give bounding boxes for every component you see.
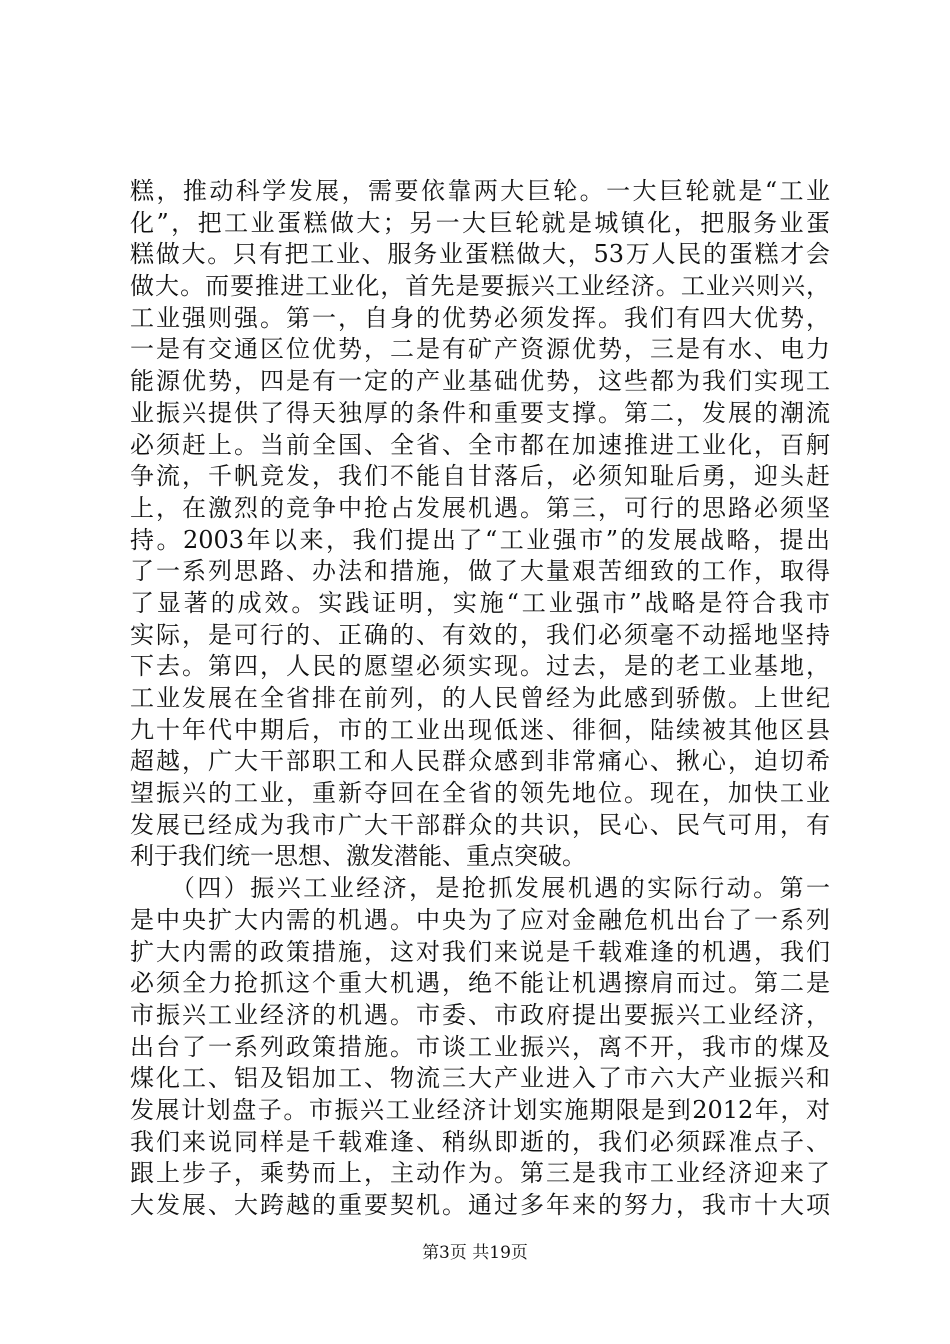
text-line: 扩大内需的政策措施，这对我们来说是千载难逢的机遇，我们	[130, 937, 830, 966]
text-line: 一是有交通区位优势，二是有矿产资源优势，三是有水、电力	[130, 335, 830, 364]
text-line: 是中央扩大内需的机遇。中央为了应对金融危机出台了一系列	[130, 905, 830, 934]
text-line: 望振兴的工业，重新夺回在全省的领先地位。现在，加快工业	[130, 779, 830, 808]
text-line: 糕，推动科学发展，需要依靠两大巨轮。一大巨轮就是“工业	[130, 177, 830, 205]
text-line: 煤化工、铝及铝加工、物流三大产业进入了市六大产业振兴和	[130, 1064, 830, 1093]
text-line: 工业强则强。第一，自身的优势必须发挥。我们有四大优势，	[130, 303, 830, 332]
text-line: 市振兴工业经济的机遇。市委、市政府提出要振兴工业经济，	[130, 1000, 830, 1029]
text-line: 利于我们统一思想、激发潜能、重点突破。	[130, 842, 586, 871]
text-line: 做大。而要推进工业化，首先是要振兴工业经济。工业兴则兴，	[130, 272, 830, 301]
text-line: 下去。第四，人民的愿望必须实现。过去，是的老工业基地，	[130, 652, 830, 681]
text-line: 九十年代中期后，市的工业出现低迷、徘徊，陆续被其他区县	[130, 715, 830, 744]
text-line: 超越，广大干部职工和人民群众感到非常痛心、揪心，迫切希	[130, 747, 830, 776]
text-line: 出台了一系列政策措施。市谈工业振兴，离不开，我市的煤及	[130, 1032, 830, 1061]
text-line: 发展已经成为我市广大干部群众的共识，民心、民气可用，有	[130, 810, 830, 839]
text-line: 工业发展在全省排在前列，的人民曾经为此感到骄傲。上世纪	[130, 684, 830, 712]
text-line: 争流，千帆竞发，我们不能自甘落后，必须知耻后勇，迎头赶	[130, 462, 830, 491]
text-line: 业振兴提供了得天独厚的条件和重要支撑。第二，发展的潮流	[130, 398, 830, 427]
text-line: 了显著的成效。实践证明，实施“工业强市”战略是符合我市	[130, 588, 830, 617]
text-line: 我们来说同样是千载难逢、稍纵即逝的，我们必须踩准点子、	[130, 1127, 830, 1156]
text-line: 了一系列思路、办法和措施，做了大量艰苦细致的工作，取得	[130, 557, 830, 586]
text-line: 发展计划盘子。市振兴工业经济计划实施期限是到2012年，对	[130, 1095, 830, 1124]
text-line: 必须赶上。当前全国、全省、全市都在加速推进工业化，百舸	[130, 430, 830, 459]
text-line: 上，在激烈的竞争中抢占发展机遇。第三，可行的思路必须坚	[130, 493, 830, 522]
text-line: 能源优势，四是有一定的产业基础优势，这些都为我们实现工	[130, 367, 830, 396]
page-footer	[0, 1241, 950, 1265]
text-line: 持。2003年以来，我们提出了“工业强市”的发展战略，提出	[130, 525, 830, 554]
body-text	[130, 176, 830, 1222]
page-number: 第3页 共19页	[422, 1243, 528, 1263]
text-line: 实际，是可行的、正确的、有效的，我们必须毫不动摇地坚持	[130, 620, 830, 649]
text-line: 糕做大。只有把工业、服务业蛋糕做大，53万人民的蛋糕才会	[130, 240, 830, 269]
text-line: 跟上步子，乘势而上，主动作为。第三是我市工业经济迎来了	[130, 1159, 830, 1188]
text-line: 化”，把工业蛋糕做大；另一大巨轮就是城镇化，把服务业蛋	[130, 208, 830, 237]
text-line: （四）振兴工业经济，是抢抓发展机遇的实际行动。第一	[130, 874, 830, 903]
text-line: 必须全力抢抓这个重大机遇，绝不能让机遇擦肩而过。第二是	[130, 969, 830, 998]
text-line: 大发展、大跨越的重要契机。通过多年来的努力，我市十大项	[130, 1191, 830, 1219]
